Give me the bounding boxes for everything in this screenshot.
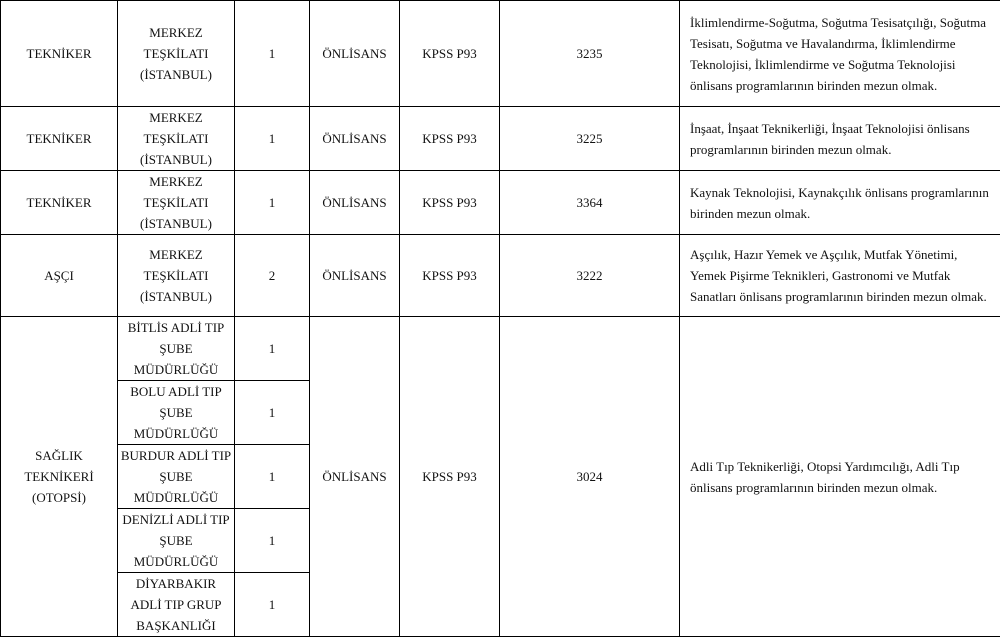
position-count: 1 <box>235 509 310 573</box>
position-title: TEKNİKER <box>1 171 118 235</box>
unit-name: MERKEZ TEŞKİLATI (İSTANBUL) <box>118 1 235 107</box>
education-level: ÖNLİSANS <box>310 317 400 637</box>
position-count: 1 <box>235 445 310 509</box>
position-code: 3364 <box>500 171 680 235</box>
exam-type: KPSS P93 <box>400 317 500 637</box>
position-code: 3024 <box>500 317 680 637</box>
unit-name: MERKEZ TEŞKİLATI (İSTANBUL) <box>118 235 235 317</box>
requirement-text: Kaynak Teknolojisi, Kaynakçılık önlisans programlarının birinden mezun olmak. <box>680 171 1000 235</box>
unit-name: BİTLİS ADLİ TIP ŞUBE MÜDÜRLÜĞÜ <box>118 317 235 381</box>
position-count: 1 <box>235 171 310 235</box>
requirement-text: İnşaat, İnşaat Teknikerliği, İnşaat Teknolojisi önlisans programlarının birinden mezun olmak. <box>680 107 1000 171</box>
exam-type: KPSS P93 <box>400 107 500 171</box>
position-count: 1 <box>235 1 310 107</box>
unit-name: BOLU ADLİ TIP ŞUBE MÜDÜRLÜĞÜ <box>118 381 235 445</box>
exam-type: KPSS P93 <box>400 235 500 317</box>
position-title: AŞÇI <box>1 235 118 317</box>
table-row <box>1 171 1000 235</box>
position-title: SAĞLIK TEKNİKERİ (OTOPSİ) <box>1 317 118 637</box>
table-row <box>1 235 1000 317</box>
position-title: TEKNİKER <box>1 107 118 171</box>
requirement-text: Adli Tıp Teknikerliği, Otopsi Yardımcılığı, Adli Tıp önlisans programlarının birinden mezun olmak. <box>680 317 1000 637</box>
requirement-text: Aşçılık, Hazır Yemek ve Aşçılık, Mutfak Yönetimi, Yemek Pişirme Teknikleri, Gastronomi ve Mutfak Sanatları önlisans programlarının birinden mezun olmak. <box>680 235 1000 317</box>
unit-name: MERKEZ TEŞKİLATI (İSTANBUL) <box>118 107 235 171</box>
exam-type: KPSS P93 <box>400 171 500 235</box>
education-level: ÖNLİSANS <box>310 107 400 171</box>
table-row <box>1 107 1000 171</box>
unit-name: DİYARBAKIR ADLİ TIP GRUP BAŞKANLIĞI <box>118 573 235 637</box>
unit-name: MERKEZ TEŞKİLATI (İSTANBUL) <box>118 171 235 235</box>
position-code: 3235 <box>500 1 680 107</box>
position-title: TEKNİKER <box>1 1 118 107</box>
position-count: 1 <box>235 107 310 171</box>
position-count: 1 <box>235 381 310 445</box>
exam-type: KPSS P93 <box>400 1 500 107</box>
unit-name: DENİZLİ ADLİ TIP ŞUBE MÜDÜRLÜĞÜ <box>118 509 235 573</box>
position-count: 1 <box>235 573 310 637</box>
table-row <box>1 317 1000 381</box>
education-level: ÖNLİSANS <box>310 171 400 235</box>
table-row <box>1 1 1000 107</box>
position-code: 3225 <box>500 107 680 171</box>
requirement-text: İklimlendirme-Soğutma, Soğutma Tesisatçılığı, Soğutma Tesisatı, Soğutma ve Havalandırma, İklimlendirme Teknolojisi, İklimlendirme ve Soğutma Teknolojisi önlisans programlarının birinden mezun olmak. <box>680 1 1000 107</box>
position-code: 3222 <box>500 235 680 317</box>
position-count: 2 <box>235 235 310 317</box>
education-level: ÖNLİSANS <box>310 1 400 107</box>
unit-name: BURDUR ADLİ TIP ŞUBE MÜDÜRLÜĞÜ <box>118 445 235 509</box>
education-level: ÖNLİSANS <box>310 235 400 317</box>
position-count: 1 <box>235 317 310 381</box>
